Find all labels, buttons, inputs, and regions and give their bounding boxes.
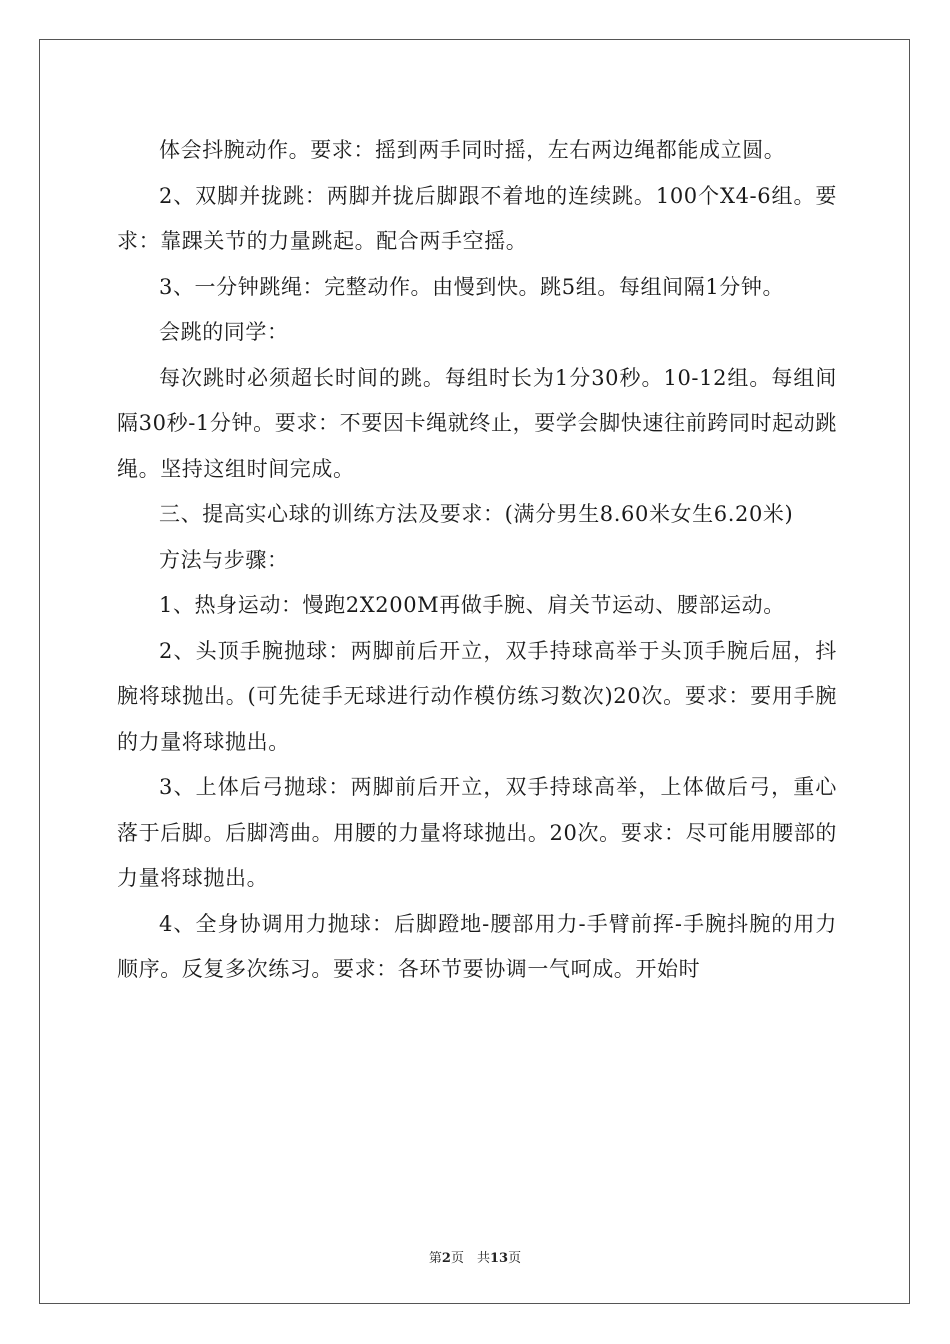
footer-prefix: 第 [428, 1251, 442, 1266]
paragraph: 2、头顶手腕抛球：两脚前后开立，双手持球高举于头顶手腕后屈，抖腕将球抛出。(可先徒手无球进行动作模仿练习数次)20次。要求：要用手腕的力量将球抛出。 [117, 638, 837, 754]
section-heading: 三、提高实心球的训练方法及要求：(满分男生8.60米女生6.20米) [159, 502, 794, 526]
footer-suffix: 页 [508, 1251, 522, 1266]
paragraph: 方法与步骤： [159, 547, 289, 572]
paragraph: 3、一分钟跳绳：完整动作。由慢到快。跳5组。每组间隔1分钟。 [159, 274, 785, 299]
document-body [117, 128, 837, 993]
paragraph: 3、上体后弓抛球：两脚前后开立，双手持球高举，上体做后弓，重心落于后脚。后脚湾曲。用腰的力量将球抛出。20次。要求：尽可能用腰部的力量将球抛出。 [117, 775, 837, 890]
page-footer [0, 1247, 950, 1266]
paragraph: 体会抖腕动作。要求：摇到两手同时摇，左右两边绳都能成立圆。 [159, 138, 786, 162]
paragraph: 2、双脚并拢跳：两脚并拢后脚跟不着地的连续跳。100个X4-6组。要求：靠踝关节的力量跳起。配合两手空摇。 [117, 183, 837, 253]
footer-mid: 页 共 [450, 1251, 490, 1266]
paragraph: 会跳的同学： [159, 320, 289, 344]
current-page-number: 2 [441, 1251, 451, 1266]
total-pages-number: 13 [489, 1251, 509, 1266]
paragraph: 每次跳时必须超长时间的跳。每组时长为1分30秒。10-12组。每组间隔30秒-1分钟。要求：不要因卡绳就终止，要学会脚快速往前跨同时起动跳绳。坚持这组时间完成。 [117, 365, 837, 481]
paragraph: 4、全身协调用力抛球：后脚蹬地-腰部用力-手臂前挥-手腕抖腕的用力顺序。反复多次练习。要求：各环节要协调一气呵成。开始时 [117, 911, 837, 981]
paragraph: 1、热身运动：慢跑2X200M再做手腕、肩关节运动、腰部运动。 [159, 593, 785, 617]
